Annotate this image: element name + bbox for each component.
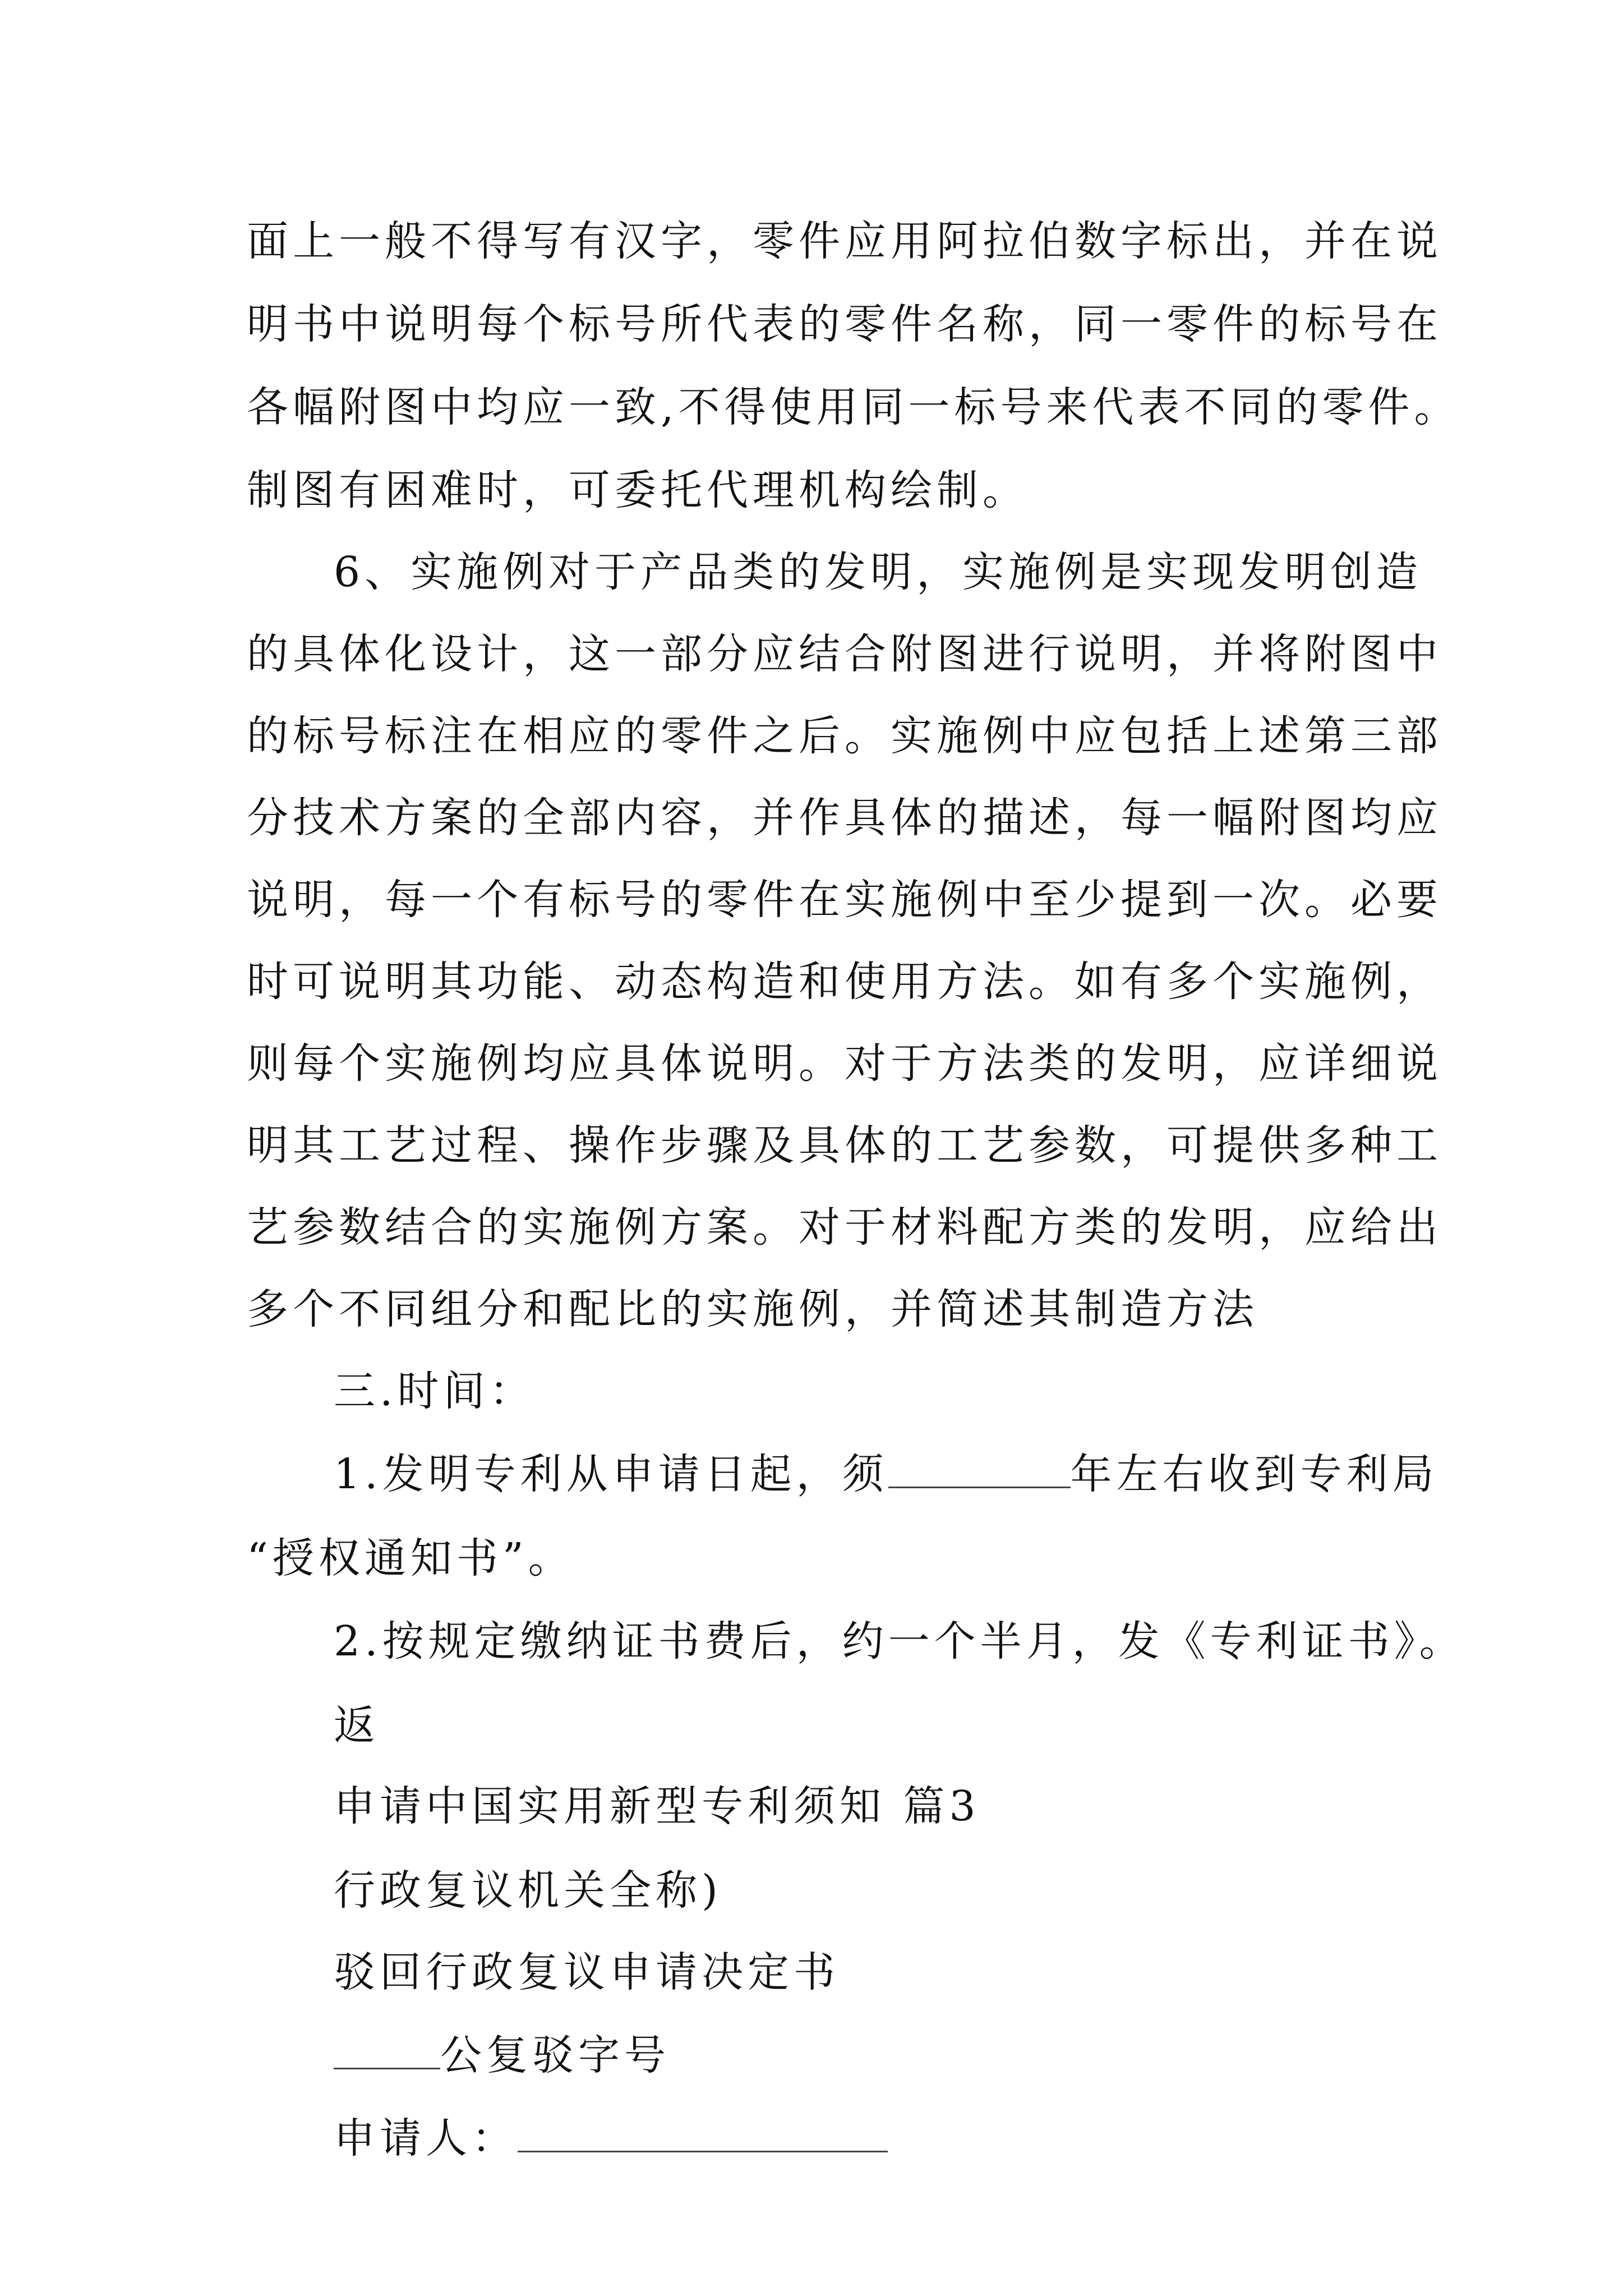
applicant-label: 申请人：: [334, 2114, 518, 2162]
paragraph-line: 的具体化设计，这一部分应结合附图进行说明，并将附图中: [247, 630, 1442, 678]
paragraph-line: 说明，每一个有标号的零件在实施例中至少提到一次。必要: [247, 876, 1442, 924]
time-item-1-suffix: 年左右收到专利局: [1070, 1450, 1438, 1498]
fill-in-blank: [518, 2115, 888, 2152]
paragraph-line: 明书中说明每个标号所代表的零件名称，同一零件的标号在: [247, 300, 1442, 348]
paragraph-line: 明其工艺过程、操作步骤及具体的工艺参数，可提供多种工: [247, 1121, 1442, 1170]
return-text: 返: [334, 1701, 380, 1750]
fill-in-blank: [334, 2032, 440, 2069]
section-heading-time: 三.时间：: [334, 1367, 536, 1415]
section-heading: 申请中国实用新型专利须知 篇3: [334, 1782, 980, 1830]
paragraph-line: 面上一般不得写有汉字，零件应用阿拉伯数字标出，并在说: [247, 217, 1442, 265]
time-item-1-prefix: 1.发明专利从申请日起，须: [334, 1450, 888, 1498]
paragraph-line: 多个不同组分和配比的实施例，并简述其制造方法: [247, 1285, 1258, 1333]
decision-title: 驳回行政复议申请决定书: [334, 1948, 840, 1996]
document-number-line: [334, 2027, 670, 2083]
paragraph-line: 分技术方案的全部内容，并作具体的描述，每一幅附图均应: [247, 794, 1442, 842]
paragraph-line: 6、实施例对于产品类的发明，实施例是实现发明创造: [334, 548, 1423, 596]
applicant-line: [334, 2110, 888, 2166]
paragraph-line: 艺参数结合的实施例方案。对于材料配方类的发明，应给出: [247, 1203, 1442, 1251]
paragraph-line: 各幅附图中均应一致,不得使用同一标号来代表不同的零件。: [247, 383, 1460, 431]
fill-in-blank: [888, 1451, 1071, 1488]
paragraph-line: 制图有困难时，可委托代理机构绘制。: [247, 466, 1029, 514]
time-item-1: [334, 1446, 1438, 1502]
paragraph-line: 时可说明其功能、动态构造和使用方法。如有多个实施例，: [247, 958, 1442, 1006]
paragraph-line: 的标号标注在相应的零件之后。实施例中应包括上述第三部: [247, 712, 1442, 760]
time-item-2: 2.按规定缴纳证书费后，约一个半月，发《专利证书》。: [334, 1617, 1465, 1665]
document-number-suffix: 公复驳字号: [440, 2031, 670, 2079]
time-item-1-continuation: “授权通知书”。: [247, 1534, 574, 1582]
agency-name-line: 行政复议机关全称): [334, 1866, 722, 1915]
paragraph-line: 则每个实施例均应具体说明。对于方法类的发明，应详细说: [247, 1039, 1442, 1088]
